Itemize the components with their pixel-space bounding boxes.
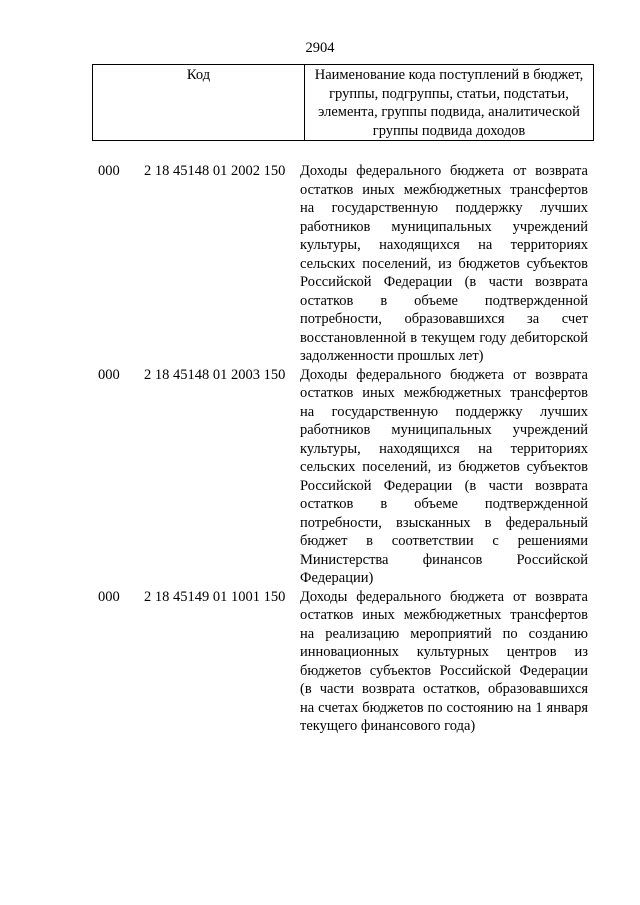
revenue-description: Доходы федерального бюджета от возврата остатков иных межбюджетных трансфертов на государственную поддержку лучших работников муниципальных учреждений культуры, находящихся на территориях сельских поселений, из бюджетов субъектов Российской Федерации (в части возврата остатков в объеме подтвержденной потребности, взысканных в федеральный бюджет в соответствии с решениями Министерства финансов Российской Федерации) [300, 366, 588, 586]
admin-code: 000 [98, 366, 120, 383]
revenue-code: 2 18 45148 01 2002 150 [144, 163, 286, 179]
table-row [98, 162, 588, 366]
revenue-description: Доходы федерального бюджета от возврата остатков иных межбюджетных трансфертов на государственную поддержку лучших работников муниципальных учреждений культуры, находящихся на территориях сельских поселений, из бюджетов субъектов Российской Федерации (в части возврата остатков в объеме подтвержденной потребности, образовавшихся за счет восстановленной в текущем году дебиторской задолженности прошлых лет) [300, 163, 588, 364]
admin-code: 000 [98, 163, 120, 179]
table-row [98, 588, 588, 736]
page-number: 2904 [305, 40, 335, 56]
name-column-header: Наименование кода поступлений в бюджет, группы, подгруппы, статьи, подстатьи, элемента, группы подвида, аналитической группы подвида доходов [305, 65, 594, 141]
header-table [92, 64, 594, 141]
table-row [98, 366, 588, 588]
revenue-code: 2 18 45149 01 1001 150 [144, 588, 286, 605]
code-column-header: Код [93, 65, 305, 141]
revenue-codes-list [98, 162, 588, 736]
header-row [93, 65, 594, 141]
revenue-description: Доходы федерального бюджета от возврата остатков иных межбюджетных трансфертов на реализацию мероприятий по созданию инновационных культурных центров из бюджетов субъектов Российской Федерации (в части возврата остатков, образовавшихся на счетах бюджетов по состоянию на 1 января текущего финансового года) [300, 588, 588, 734]
revenue-code: 2 18 45148 01 2003 150 [144, 366, 286, 383]
admin-code: 000 [98, 588, 120, 605]
